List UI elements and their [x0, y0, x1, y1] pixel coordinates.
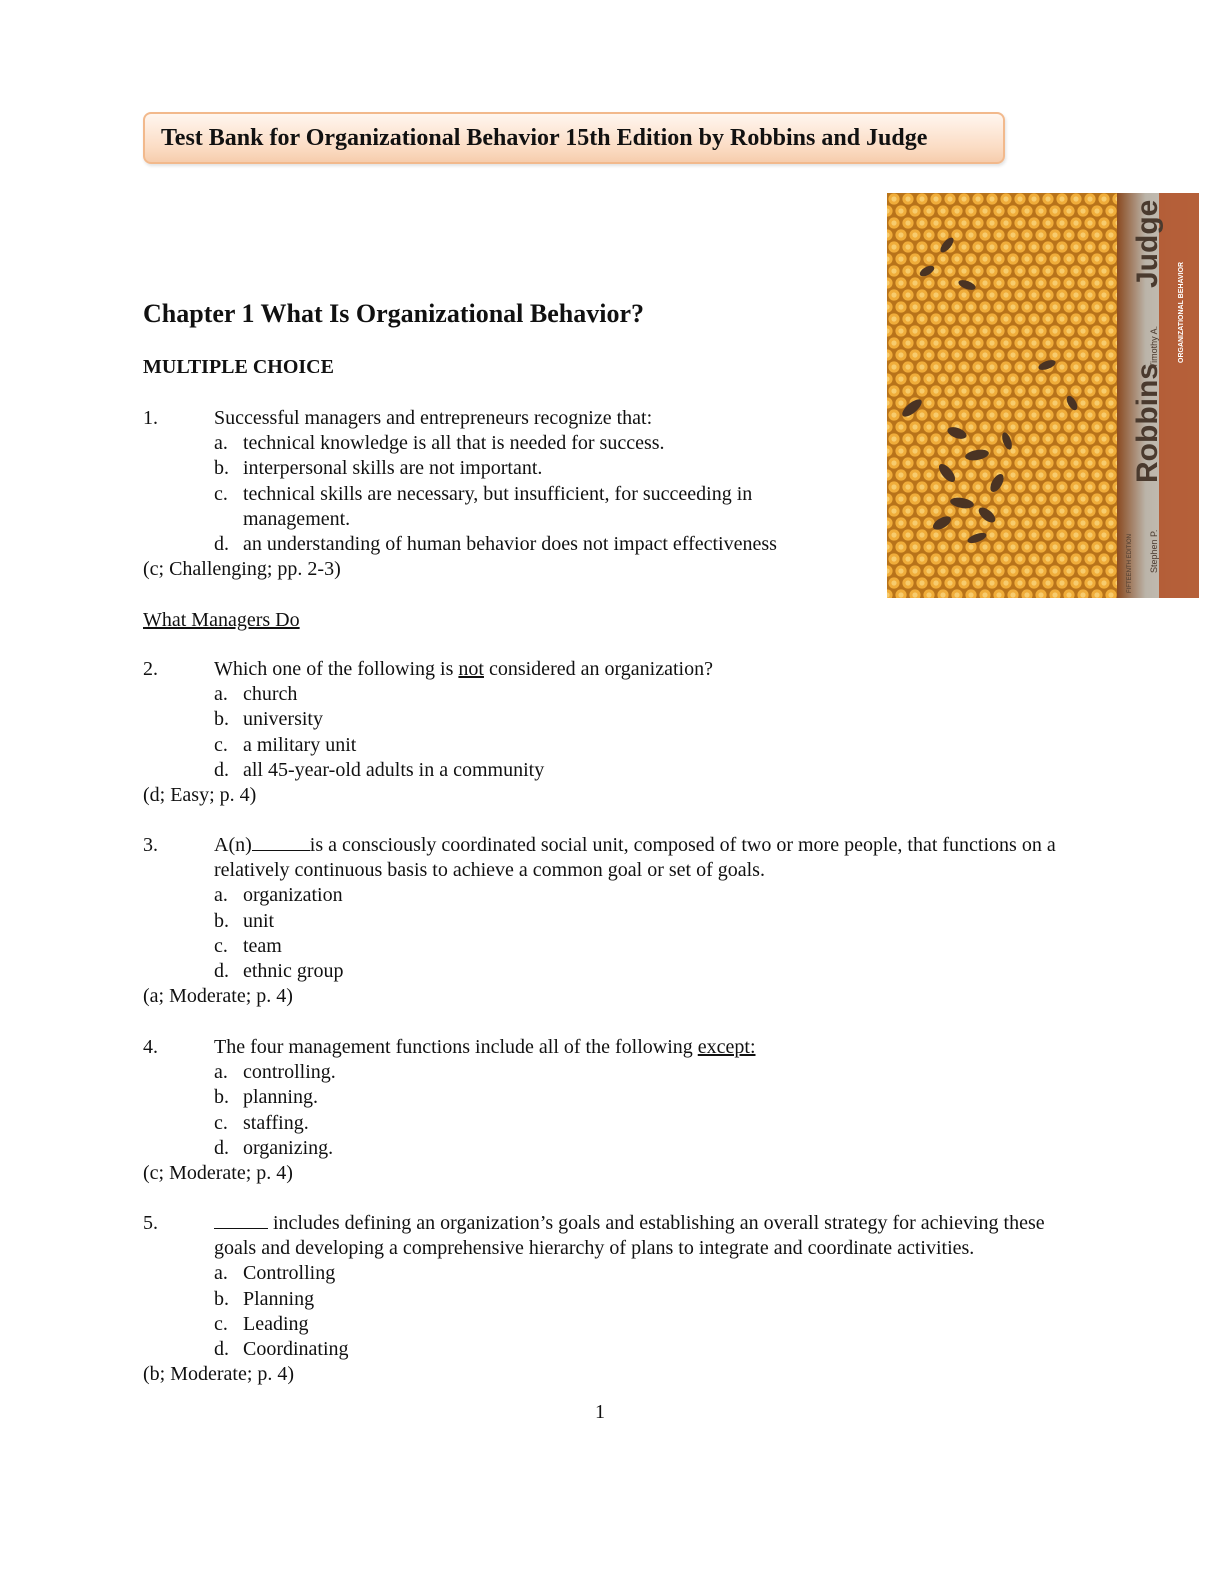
question-number: 4. — [143, 1036, 158, 1058]
question-number: 1. — [143, 407, 158, 429]
cover-edition: FIFTEENTH EDITION — [1127, 534, 1133, 593]
cover-author-judge: Judge — [1131, 199, 1164, 288]
cover-book-title: ORGANIZATIONAL BEHAVIOR — [1178, 261, 1185, 363]
question-3 — [143, 833, 1073, 1009]
question-stem: The four management functions include all of the following except: — [214, 1036, 756, 1058]
answer-key: (d; Easy; p. 4) — [143, 784, 257, 807]
question-number: 3. — [143, 834, 158, 856]
question-4 — [143, 1035, 1073, 1186]
answer-blank — [252, 833, 310, 851]
option-a: a. controlling. — [214, 1061, 336, 1084]
option-c: c. technical skills are necessary, but insufficient, for succeeding in management. — [214, 482, 753, 530]
option-d: d. organizing. — [214, 1136, 334, 1159]
question-5 — [143, 1211, 1073, 1387]
section-heading: MULTIPLE CHOICE — [143, 356, 334, 378]
option-c: c. staffing. — [214, 1111, 309, 1134]
question-1 — [143, 406, 1073, 582]
question-stem: Which one of the following is not considered an organization? — [214, 658, 713, 680]
option-a: a. church — [214, 683, 298, 706]
page-number: 1 — [595, 1401, 605, 1423]
cover-author-first: Stephen P. — [1149, 529, 1159, 573]
question-number: 2. — [143, 658, 158, 680]
option-a: a. Controlling — [214, 1262, 336, 1285]
option-b: b. unit — [214, 909, 275, 932]
title-banner — [143, 112, 1005, 164]
option-b: b. university — [214, 708, 323, 731]
banner-title: Test Bank for Organizational Behavior 15th Edition by Robbins and Judge — [161, 124, 928, 151]
option-d: d. all 45-year-old adults in a community — [214, 758, 545, 781]
option-a: a. technical knowledge is all that is needed for success. — [214, 432, 665, 455]
answer-key: (a; Moderate; p. 4) — [143, 985, 293, 1008]
option-d: d. an understanding of human behavior does not impact effectiveness — [214, 533, 777, 556]
answer-key: (c; Challenging; pp. 2-3) — [143, 558, 341, 581]
option-c: c. a military unit — [214, 733, 357, 756]
question-number: 5. — [143, 1212, 158, 1234]
cover-author-robbins: Robbins — [1131, 363, 1164, 483]
option-b: b. Planning — [214, 1287, 315, 1310]
cover-coauthor-first: Timothy A. — [1149, 325, 1159, 368]
option-b: b. planning. — [214, 1086, 318, 1109]
answer-blank — [214, 1211, 268, 1229]
question-stem: includes defining an organization’s goals and establishing an overall strategy for achieving these goals and developing a comprehensive hierarchy of plans to integrate and coordinate activities. — [214, 1212, 1045, 1260]
option-d: d. ethnic group — [214, 960, 344, 983]
option-c: c. team — [214, 934, 282, 957]
answer-key: (b; Moderate; p. 4) — [143, 1363, 295, 1386]
question-2 — [143, 657, 1073, 808]
subsection-heading: What Managers Do — [143, 609, 300, 631]
answer-key: (c; Moderate; p. 4) — [143, 1162, 293, 1185]
option-d: d. Coordinating — [214, 1338, 349, 1361]
option-b: b. interpersonal skills are not important. — [214, 457, 543, 480]
option-c: c. Leading — [214, 1312, 309, 1335]
question-stem: A(n) is a consciously coordinated social unit, composed of two or more people, that functions on a relatively continuous basis to achieve a common goal or set of goals. — [214, 834, 1056, 882]
cover-accent-stripe — [1159, 193, 1199, 598]
option-a: a. organization — [214, 884, 343, 907]
chapter-title: Chapter 1 What Is Organizational Behavior? — [143, 299, 645, 328]
question-stem: Successful managers and entrepreneurs recognize that: — [214, 407, 653, 429]
